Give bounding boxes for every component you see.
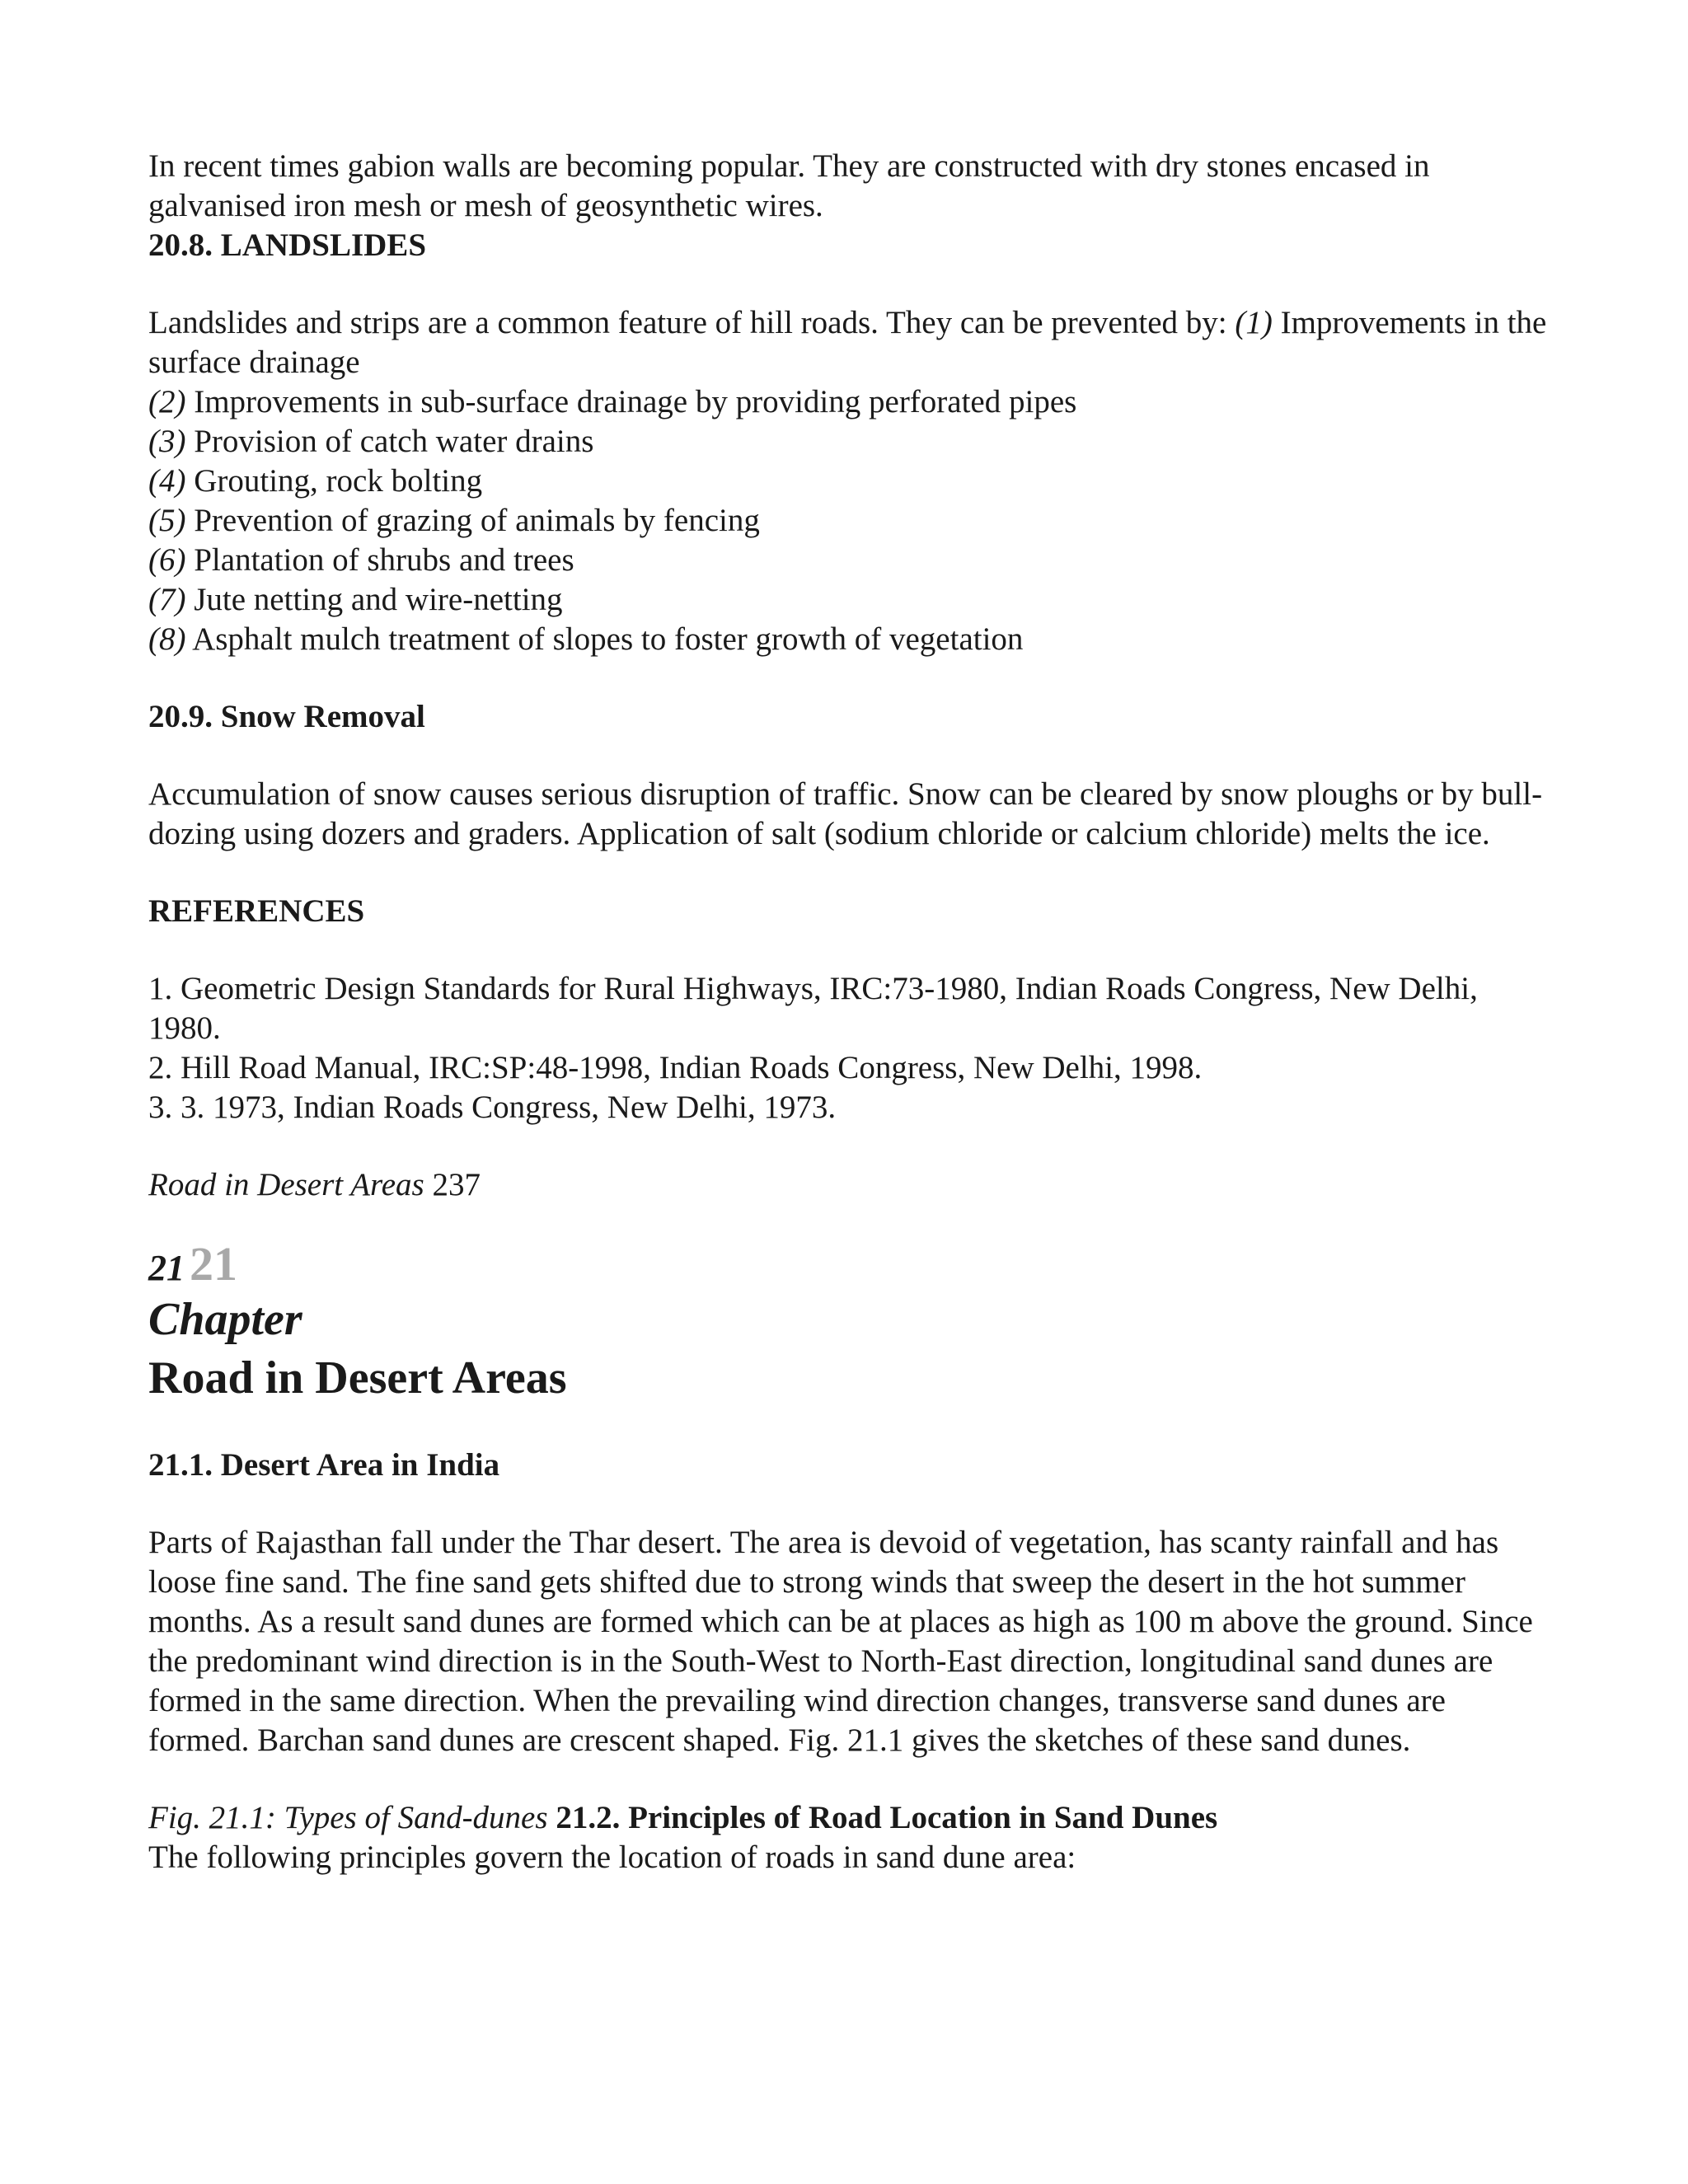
list-item [148,422,1550,462]
list-number: (6) [148,542,186,578]
list-item-text: Improvements in the surface drainage [148,305,1547,380]
list-number: (4) [148,463,186,499]
reference-item: 2. Hill Road Manual, IRC:SP:48-1998, Indian Roads Congress, New Delhi, 1998. [148,1050,1203,1085]
spacer [148,265,1550,303]
list-item [148,580,1550,620]
reference-item: 3. 3. 1973, Indian Roads Congress, New Delhi, 1973. [148,1090,837,1125]
list-number: (5) [148,503,186,538]
list-item [148,462,1550,501]
spacer [148,931,1550,969]
chapter-label: Chapter [148,1294,302,1345]
list-item-text: Improvements in sub-surface drainage by providing perforated pipes [185,384,1077,419]
figure-caption: Fig. 21.1: Types of Sand-dunes [148,1800,548,1835]
list-number: (8) [148,621,186,657]
snow-removal-heading: 20.9. Snow Removal [148,699,425,734]
reference-item: 1. Geometric Design Standards for Rural Highways, IRC:73-1980, Indian Roads Congress, New Delhi, 1980. [148,971,1478,1046]
landslides-heading: 20.8. LANDSLIDES [148,227,427,263]
running-header-title: Road in Desert Areas [148,1167,424,1202]
running-header-page-number: 237 [424,1167,481,1202]
list-item [148,620,1550,659]
list-number: (7) [148,582,186,617]
principles-heading: 21.2. Principles of Road Location in Sand Dunes [547,1800,1218,1835]
spacer [148,1485,1550,1523]
list-item [148,501,1550,541]
spacer [148,1408,1550,1446]
spacer [148,1127,1550,1165]
chapter-number [148,1238,1550,1291]
landslides-lead-paragraph [148,303,1550,382]
spacer [148,1760,1550,1798]
list-item-text: Jute netting and wire-netting [185,582,563,617]
snow-removal-paragraph: Accumulation of snow causes serious disruption of traffic. Snow can be cleared by snow ploughs or by bull-dozing using dozers and graders. Application of salt (sodium chloride or calcium chloride) melts the ice. [148,776,1543,851]
desert-area-heading: 21.1. Desert Area in India [148,1447,500,1483]
landslides-lead-text: Landslides and strips are a common feature of hill roads. They can be prevented by: [148,305,1236,340]
principles-paragraph: The following principles govern the location of roads in sand dune area: [148,1840,1076,1875]
list-item-text: Prevention of grazing of animals by fencing [185,503,760,538]
gabion-paragraph: In recent times gabion walls are becoming popular. They are constructed with dry stones encased in galvanised iron mesh or mesh of geosynthetic wires. [148,148,1430,223]
desert-area-paragraph: Parts of Rajasthan fall under the Thar desert. The area is devoid of vegetation, has scanty rainfall and has loose fine sand. The fine sand gets shifted due to strong winds that sweep the desert in the hot summer months. As a result sand dunes are formed which can be at places as high as 100 m above the ground. Since the predominant wind direction is in the South-West to North-East direction, longitudinal sand dunes are formed in the same direction. When the prevailing wind direction changes, transverse sand dunes are formed. Barchan sand dunes are crescent shaped. Fig. 21.1 gives the sketches of these sand dunes. [148,1525,1533,1758]
list-number: (3) [148,424,186,459]
list-item-text: Plantation of shrubs and trees [185,542,574,578]
chapter-title: Road in Desert Areas [148,1352,567,1404]
figure-and-section-line [148,1798,1550,1838]
list-item [148,541,1550,580]
list-number: (2) [148,384,186,419]
list-item-text: Provision of catch water drains [185,424,594,459]
list-item-text: Grouting, rock bolting [185,463,483,499]
document-page [148,147,1550,1877]
spacer [148,737,1550,775]
spacer [148,659,1550,697]
spacer [148,854,1550,892]
chapter-number-small: 21 [148,1248,185,1288]
list-item [148,382,1550,422]
chapter-number-large: 21 [190,1237,237,1291]
references-heading: REFERENCES [148,893,365,929]
list-item-text: Asphalt mulch treatment of slopes to foster growth of vegetation [185,621,1024,657]
list-number: (1) [1235,305,1273,340]
running-header [148,1165,1550,1205]
